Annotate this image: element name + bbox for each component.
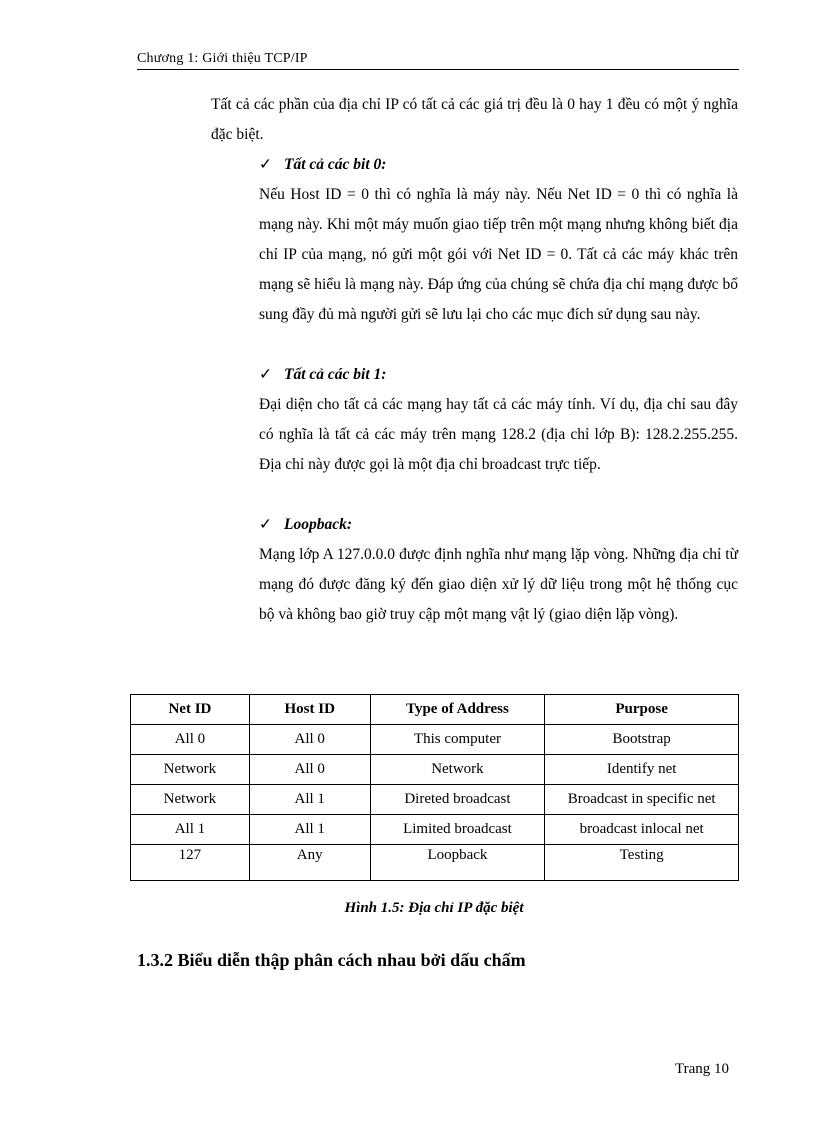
special-ip-table [130,694,739,881]
table-cell: Limited broadcast [370,815,545,845]
table-cell: Any [249,845,370,881]
table-row [131,755,739,785]
table-cell: Network [370,755,545,785]
intro-paragraph: Tất cả các phần của địa chỉ IP có tất cả các giá trị đều là 0 hay 1 đều có một ý nghĩa đặc biệt. [211,96,738,143]
bullet-title: Tất cả các bit 1: [284,366,387,383]
bullet-loopback-text: Mạng lớp A 127.0.0.0 được định nghĩa như mạng lặp vòng. Những địa chỉ từ mạng đó được đăng ký đến giao diện xử lý dữ liệu trong một hệ thống cục bộ và không bao giờ truy cập một mạng vật lý (giao diện lặp vòng). [259,546,738,623]
col-header-host-id: Host ID [249,695,370,725]
checkmark-icon: ✓ [259,156,272,173]
section-heading: 1.3.2 Biểu diễn thập phân cách nhau bởi dấu chấm [137,950,526,970]
table-cell: All 0 [249,725,370,755]
table-cell: broadcast inlocal net [545,815,739,845]
table-cell: Testing [545,845,739,881]
table-cell: All 0 [249,755,370,785]
table-row [131,845,739,881]
checkmark-icon: ✓ [259,366,272,383]
table-cell: All 0 [131,725,250,755]
table-row [131,815,739,845]
table-cell: All 1 [131,815,250,845]
col-header-purpose: Purpose [545,695,739,725]
table-cell: All 1 [249,785,370,815]
table-row [131,725,739,755]
col-header-net-id: Net ID [131,695,250,725]
table-cell: Direted broadcast [370,785,545,815]
bullet-title: Tất cả các bit 0: [284,156,387,173]
table-cell: Identify net [545,755,739,785]
checkmark-icon: ✓ [259,516,272,533]
table-header-row [131,695,739,725]
table-cell: Network [131,755,250,785]
table-row [131,785,739,815]
bullet-all-one-text: Đại diện cho tất cả các mạng hay tất cả các máy tính. Ví dụ, địa chỉ sau đây có nghĩa là tất cả các máy trên mạng 128.2 (địa chỉ lớp B): 128.2.255.255. Địa chỉ này được gọi là một địa chỉ broadcast trực tiếp. [259,396,738,473]
bullet-all-zero [259,150,386,180]
table-cell: Broadcast in specific net [545,785,739,815]
bullet-loopback [259,510,352,540]
page-header: Chương 1: Giới thiệu TCP/IP [137,51,739,70]
table-cell: Bootstrap [545,725,739,755]
bullet-all-one [259,360,386,390]
page-number: Trang 10 [675,1061,730,1077]
col-header-type: Type of Address [370,695,545,725]
bullet-all-zero-text: Nếu Host ID = 0 thì có nghĩa là máy này. Nếu Net ID = 0 thì có nghĩa là mạng này. Khi một máy muốn giao tiếp trên một mạng nhưng không biết địa chỉ IP của mạng, nó gửi một gói với Net ID = 0. Tất cả các máy khác trên mạng sẽ hiểu là mạng này. Đáp ứng của chúng sẽ chứa địa chỉ mạng được bổ sung đầy đủ mà người gửi sẽ lưu lại cho các mục đích sử dụng sau này. [259,186,738,323]
table-cell: This computer [370,725,545,755]
table-cell: 127 [131,845,250,881]
table-cell: Loopback [370,845,545,881]
figure-caption: Hình 1.5: Địa chỉ IP đặc biệt [344,900,524,916]
table-cell: Network [131,785,250,815]
bullet-title: Loopback: [284,516,353,533]
table-cell: All 1 [249,815,370,845]
